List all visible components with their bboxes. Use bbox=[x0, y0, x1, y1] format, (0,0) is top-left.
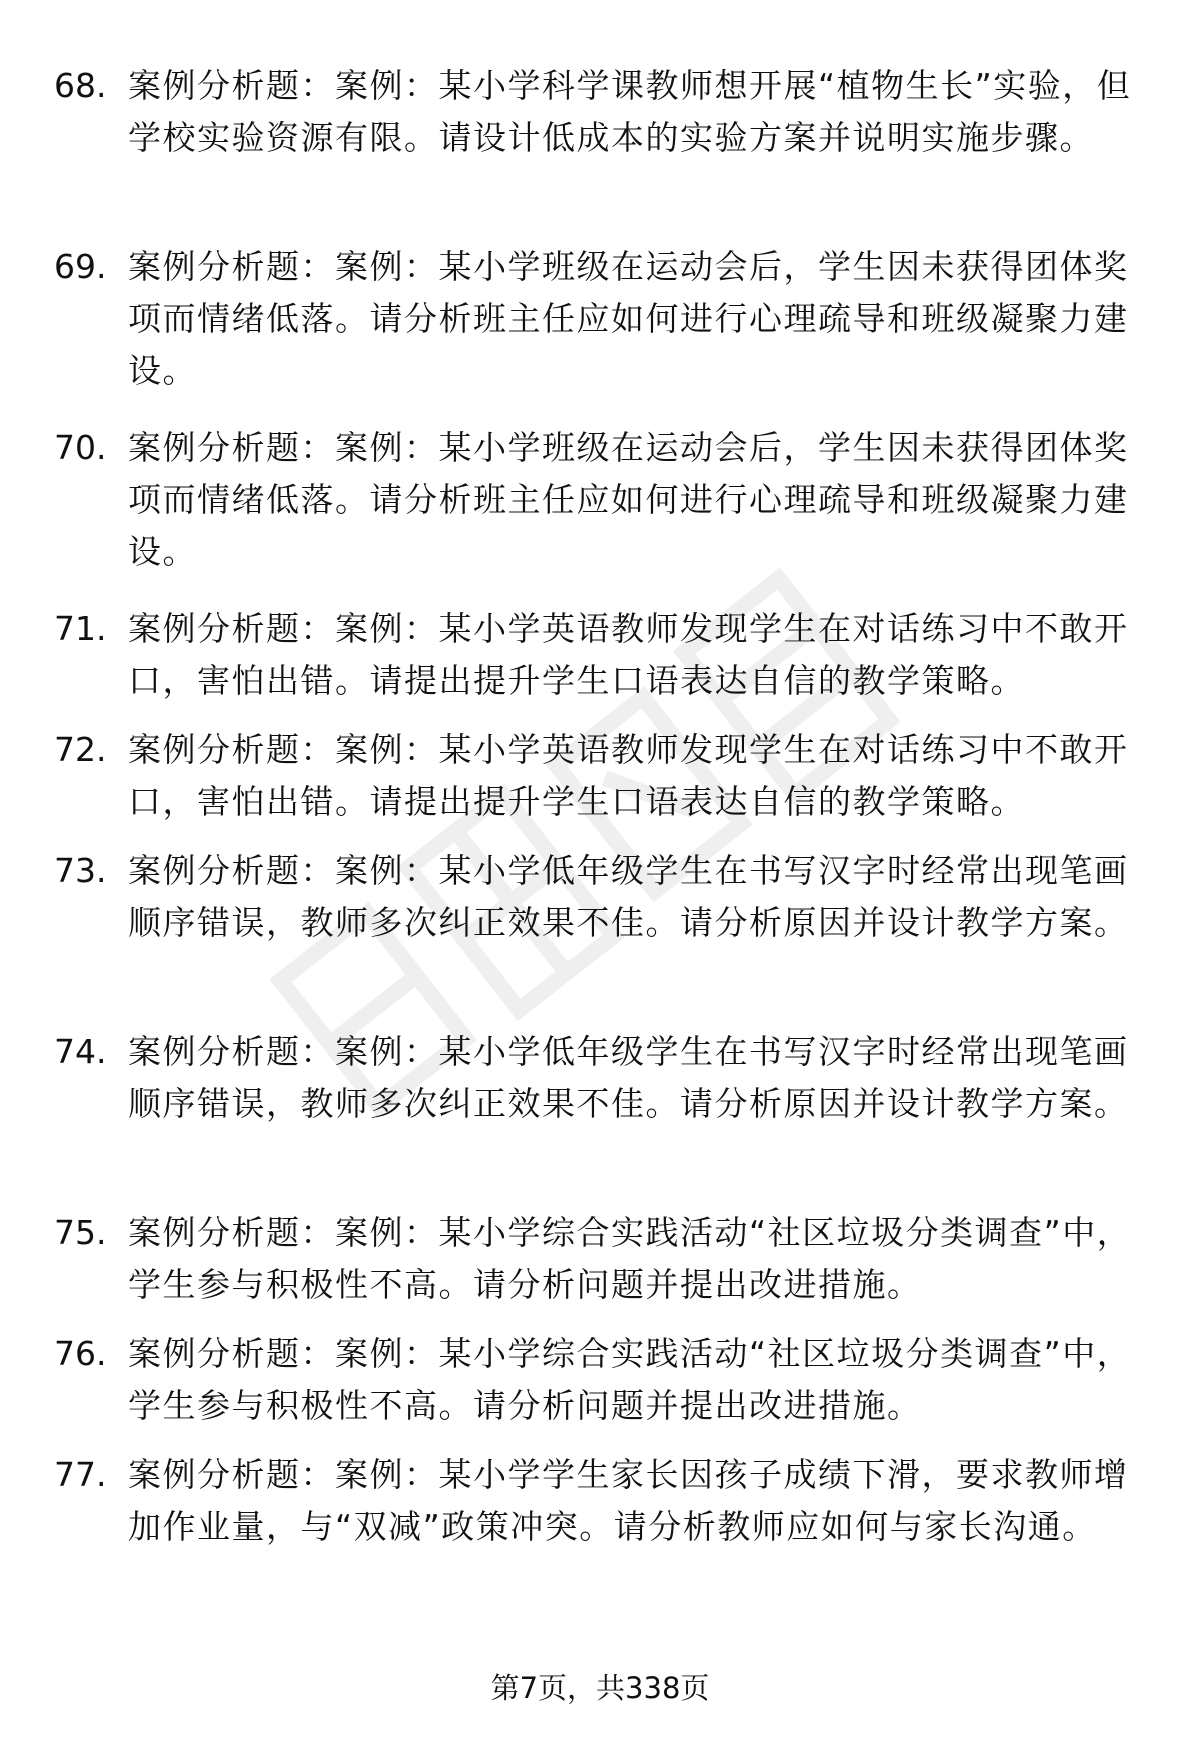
question-item bbox=[54, 422, 1154, 603]
question-item bbox=[54, 60, 1154, 241]
question-item bbox=[54, 1328, 1154, 1449]
question-item bbox=[54, 603, 1154, 724]
question-text: 案例分析题：案例：某小学学生家长因孩子成绩下滑，要求教师增加作业量，与“双减”政策冲突。请分析教师应如何与家长沟通。 bbox=[128, 1455, 1129, 1546]
question-item bbox=[54, 1026, 1154, 1207]
question-text: 案例分析题：案例：某小学英语教师发现学生在对话练习中不敢开口，害怕出错。请提出提升学生口语表达自信的教学策略。 bbox=[128, 730, 1129, 821]
question-number: 76. bbox=[54, 1334, 107, 1373]
question-text: 案例分析题：案例：某小学班级在运动会后，学生因未获得团体奖项而情绪低落。请分析班主任应如何进行心理疏导和班级凝聚力建设。 bbox=[128, 428, 1129, 571]
question-number: 68. bbox=[54, 66, 107, 105]
question-number: 74. bbox=[54, 1032, 107, 1071]
question-text: 案例分析题：案例：某小学班级在运动会后，学生因未获得团体奖项而情绪低落。请分析班主任应如何进行心理疏导和班级凝聚力建设。 bbox=[128, 247, 1129, 390]
question-number: 70. bbox=[54, 428, 107, 467]
question-number: 75. bbox=[54, 1213, 107, 1252]
question-item bbox=[54, 1449, 1154, 1630]
question-text: 案例分析题：案例：某小学综合实践活动“社区垃圾分类调查”中，学生参与积极性不高。请分析问题并提出改进措施。 bbox=[128, 1213, 1132, 1304]
question-text: 案例分析题：案例：某小学低年级学生在书写汉字时经常出现笔画顺序错误，教师多次纠正效果不佳。请分析原因并设计教学方案。 bbox=[128, 851, 1129, 942]
question-number: 72. bbox=[54, 730, 107, 769]
question-number: 71. bbox=[54, 609, 107, 648]
question-text: 案例分析题：案例：某小学综合实践活动“社区垃圾分类调查”中，学生参与积极性不高。请分析问题并提出改进措施。 bbox=[128, 1334, 1132, 1425]
question-text: 案例分析题：案例：某小学科学课教师想开展“植物生长”实验，但学校实验资源有限。请设计低成本的实验方案并说明实施步骤。 bbox=[128, 66, 1132, 157]
page-footer: 第7页，共338页 bbox=[490, 1671, 710, 1705]
question-number: 69. bbox=[54, 247, 107, 286]
question-list bbox=[54, 60, 1154, 1630]
question-text: 案例分析题：案例：某小学低年级学生在书写汉字时经常出现笔画顺序错误，教师多次纠正效果不佳。请分析原因并设计教学方案。 bbox=[128, 1032, 1129, 1123]
question-number: 77. bbox=[54, 1455, 107, 1494]
question-item bbox=[54, 724, 1154, 845]
question-text: 案例分析题：案例：某小学英语教师发现学生在对话练习中不敢开口，害怕出错。请提出提升学生口语表达自信的教学策略。 bbox=[128, 609, 1129, 700]
question-item bbox=[54, 1207, 1154, 1328]
question-number: 73. bbox=[54, 851, 107, 890]
question-item bbox=[54, 845, 1154, 1026]
question-item bbox=[54, 241, 1154, 422]
